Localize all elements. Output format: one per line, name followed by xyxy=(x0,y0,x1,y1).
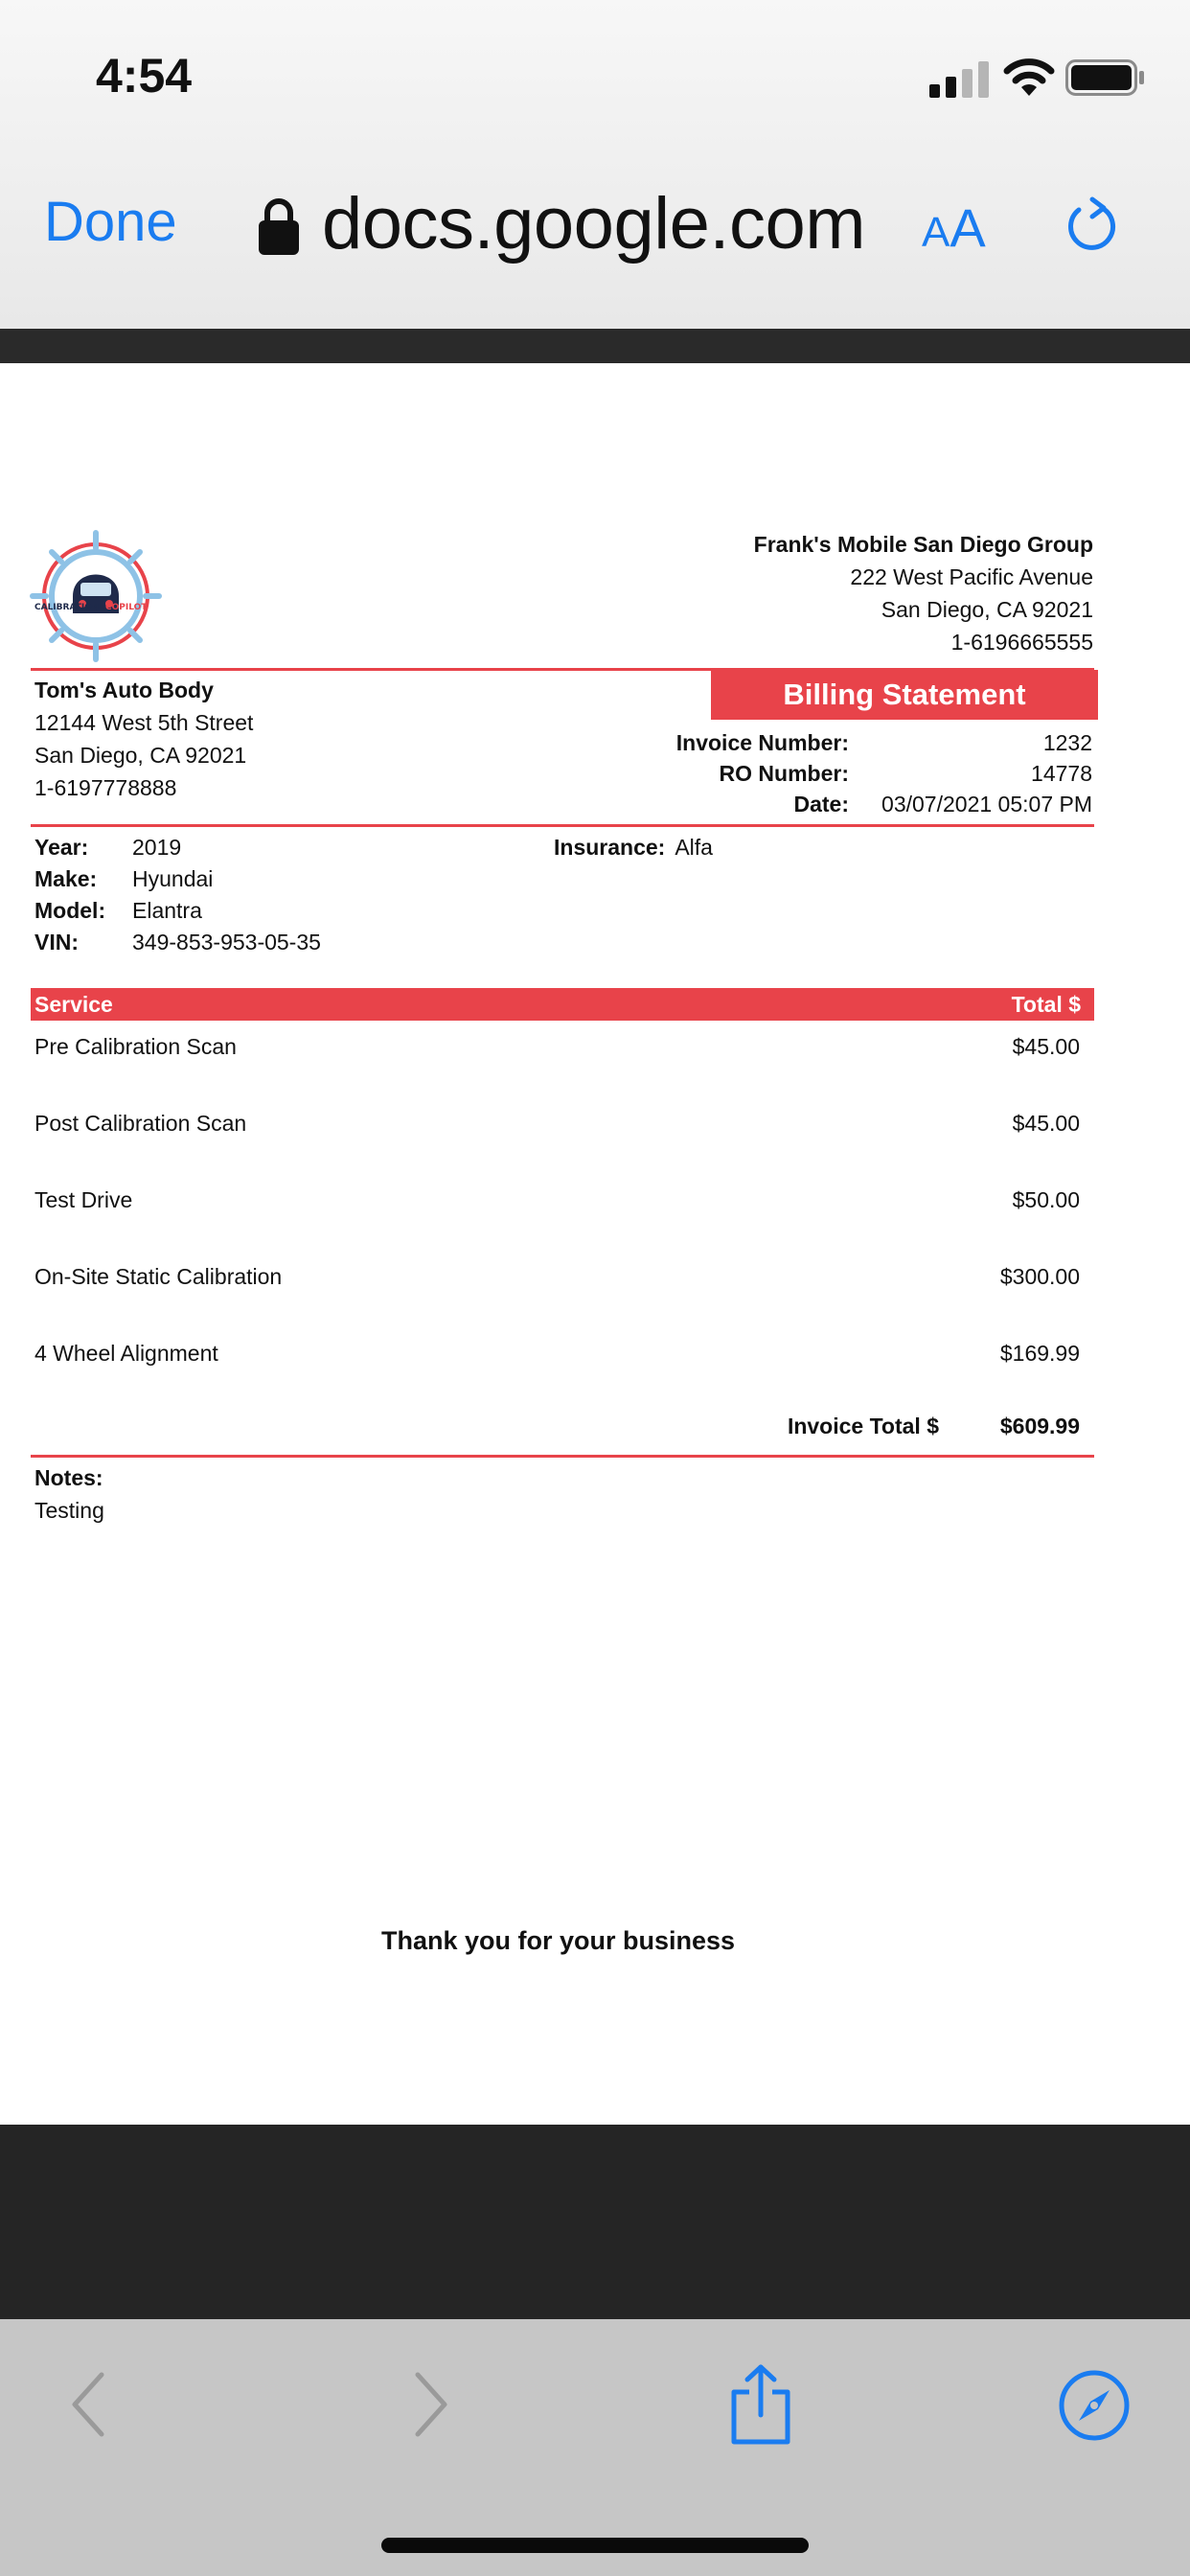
divider-mid xyxy=(31,824,1094,827)
client-name: Tom's Auto Body xyxy=(34,678,214,702)
text-size-small-a: A xyxy=(922,209,950,256)
service-amount: $45.00 xyxy=(1012,1111,1080,1136)
notes-section xyxy=(34,1461,104,1527)
company-info xyxy=(754,528,1093,658)
thank-you-message: Thank you for your business xyxy=(380,1926,736,1955)
lock-icon xyxy=(257,196,301,256)
text-size-button[interactable] xyxy=(922,196,986,259)
company-name: Frank's Mobile San Diego Group xyxy=(753,532,1093,557)
vin-label: VIN: xyxy=(34,930,79,954)
insurance-label: Insurance: xyxy=(554,835,666,860)
model-label: Model: xyxy=(34,898,106,923)
invoice-total-label: Invoice Total $ xyxy=(787,1414,939,1438)
billing-statement-title: Billing Statement xyxy=(711,670,1098,720)
share-icon[interactable] xyxy=(728,2363,793,2446)
service-name: 4 Wheel Alignment xyxy=(34,1341,218,1366)
service-row xyxy=(31,1104,1094,1142)
viewer-top-band xyxy=(0,329,1190,363)
divider-bottom xyxy=(31,1455,1094,1458)
compass-icon[interactable] xyxy=(1058,2369,1131,2442)
back-chevron-icon[interactable] xyxy=(69,2371,107,2438)
service-name: Test Drive xyxy=(34,1187,133,1212)
insurance-value: Alfa xyxy=(675,835,713,860)
year-value: 2019 xyxy=(132,835,182,860)
client-address1: 12144 West 5th Street xyxy=(34,710,254,735)
reload-icon[interactable] xyxy=(1064,196,1121,255)
status-time: 4:54 xyxy=(96,49,193,103)
service-row xyxy=(31,1181,1094,1219)
invoice-total-value: $609.99 xyxy=(999,1414,1080,1438)
service-name: On-Site Static Calibration xyxy=(34,1264,283,1289)
statement-meta-values xyxy=(862,727,1092,819)
make-value: Hyundai xyxy=(132,866,214,891)
service-row xyxy=(31,1257,1094,1296)
model-value: Elantra xyxy=(132,898,202,923)
client-address2: San Diego, CA 92021 xyxy=(34,743,247,768)
invoice-total-row xyxy=(31,1407,1094,1445)
company-address2: San Diego, CA 92021 xyxy=(881,597,1093,622)
service-row xyxy=(31,1334,1094,1372)
service-name: Post Calibration Scan xyxy=(34,1111,247,1136)
vin-value: 349-853-953-05-35 xyxy=(132,930,321,954)
browser-top-chrome xyxy=(0,0,1190,329)
company-address1: 222 West Pacific Avenue xyxy=(850,564,1093,589)
text-size-large-a: A xyxy=(950,197,986,258)
make-label: Make: xyxy=(34,866,98,891)
battery-icon xyxy=(1065,59,1146,96)
notes-label: Notes: xyxy=(34,1465,103,1490)
service-amount: $300.00 xyxy=(999,1264,1080,1289)
service-amount: $50.00 xyxy=(1012,1187,1080,1212)
home-indicator[interactable] xyxy=(381,2538,809,2553)
insurance-info xyxy=(554,832,713,863)
ro-number-value: 14778 xyxy=(1031,761,1092,786)
billing-document xyxy=(0,363,1190,2125)
service-name: Pre Calibration Scan xyxy=(34,1034,237,1059)
forward-chevron-icon[interactable] xyxy=(412,2371,450,2438)
services-header-service: Service xyxy=(34,992,113,1017)
url-address[interactable]: docs.google.com xyxy=(322,183,866,264)
service-amount: $169.99 xyxy=(999,1341,1080,1366)
statement-meta-labels xyxy=(575,727,849,819)
viewer-bottom-band xyxy=(0,2125,1190,2319)
logo-text-calibration: CALIBRATION xyxy=(34,603,100,612)
date-value: 03/07/2021 05:07 PM xyxy=(881,792,1092,816)
notes-text: Testing xyxy=(34,1498,104,1523)
wifi-icon xyxy=(1002,58,1056,98)
services-header xyxy=(31,988,1094,1021)
cellular-signal-icon xyxy=(929,61,989,98)
date-label: Date: xyxy=(793,792,849,816)
ro-number-label: RO Number: xyxy=(719,761,849,786)
service-row xyxy=(31,1027,1094,1066)
service-amount: $45.00 xyxy=(1012,1034,1080,1059)
done-button[interactable]: Done xyxy=(44,191,177,253)
calibration-copilot-logo xyxy=(29,529,163,663)
services-header-total: Total $ xyxy=(1011,992,1081,1017)
client-info xyxy=(34,674,253,804)
year-label: Year: xyxy=(34,835,89,860)
invoice-number-value: 1232 xyxy=(1042,730,1092,755)
invoice-number-label: Invoice Number: xyxy=(675,730,849,755)
browser-toolbar xyxy=(0,2319,1190,2576)
client-phone: 1-6197778888 xyxy=(34,775,177,800)
vehicle-info xyxy=(34,832,321,958)
logo-text-copilot: COPILOT xyxy=(105,603,148,612)
company-phone: 1-6196665555 xyxy=(950,630,1093,655)
